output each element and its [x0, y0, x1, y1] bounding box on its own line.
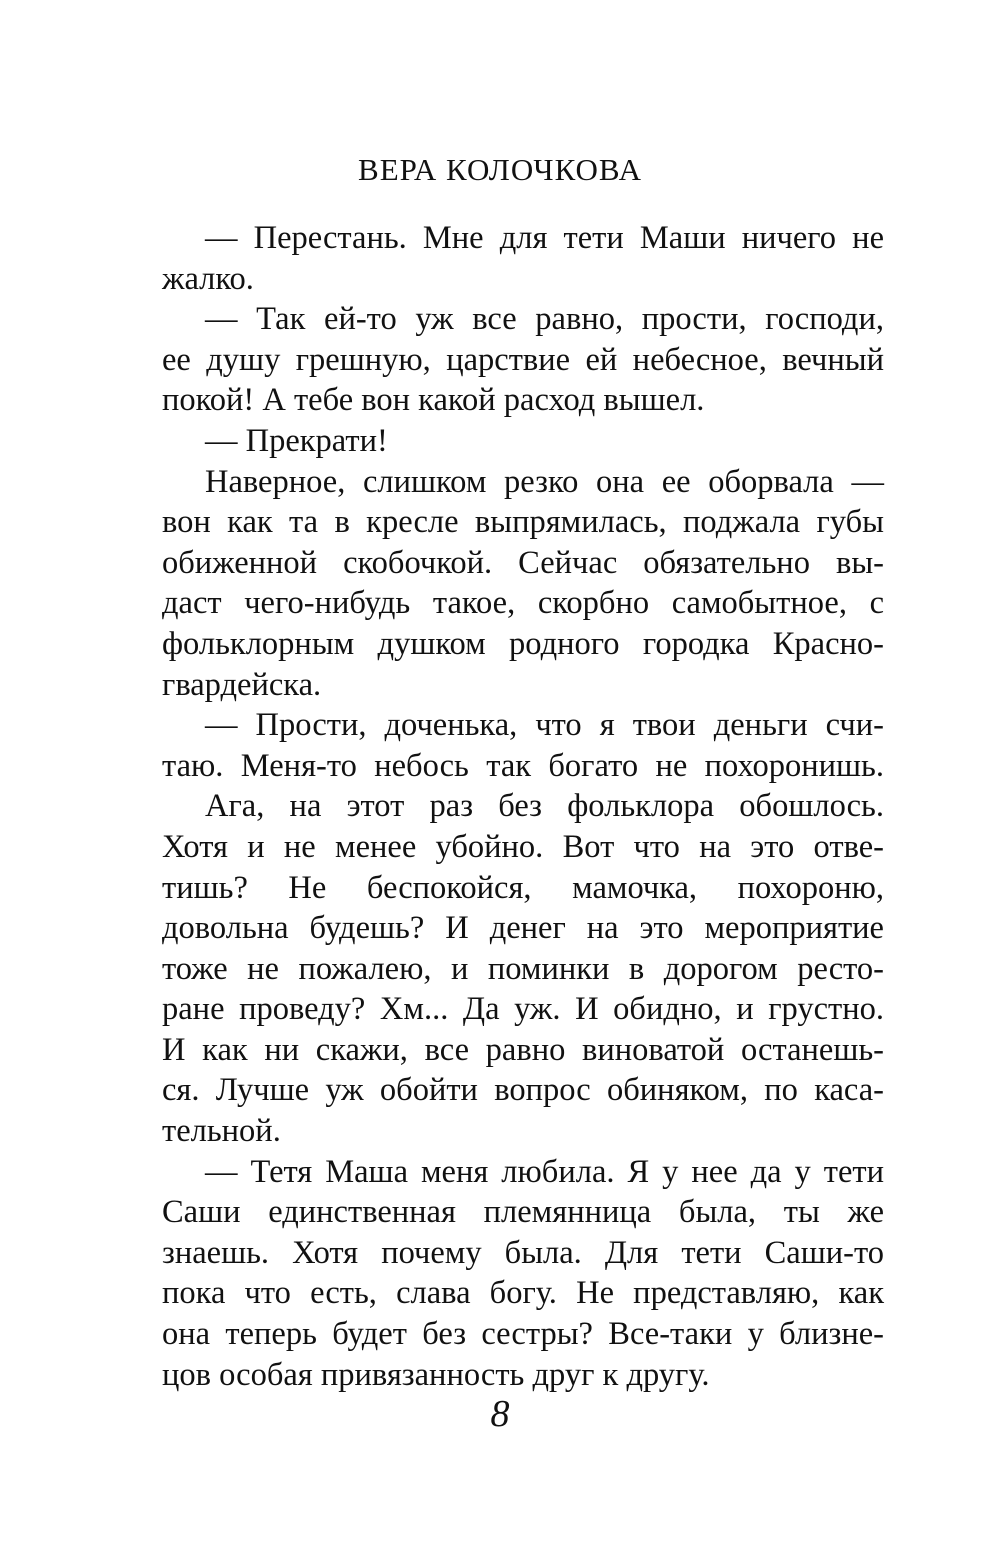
text-line: — Прекрати!	[205, 422, 388, 459]
text-line: пока что есть, слава богу. Не представляю, как	[162, 1275, 884, 1312]
text-line: ране проведу? Хм... Да уж. И обидно, и грустно.	[162, 991, 884, 1028]
text-line: тоже не пожалею, и поминки в дорогом ресто-	[162, 950, 884, 987]
text-line: даст чего-нибудь такое, скорбно самобытное, с	[162, 585, 884, 622]
body-text	[162, 218, 884, 1395]
text-line: Хотя и не менее убойно. Вот что на это отве-	[162, 828, 884, 865]
text-line: покой! А тебе вон какой расход вышел.	[162, 382, 705, 419]
text-line: Наверное, слишком резко она ее оборвала —	[205, 463, 884, 500]
text-line: — Прости, доченька, что я твои деньги счи-	[205, 707, 884, 744]
text-line: — Так ей-то уж все равно, прости, господи,	[205, 301, 884, 338]
text-line: ее душу грешную, царствие ей небесное, вечный	[162, 341, 884, 378]
text-line: Ага, на этот раз без фольклора обошлось.	[205, 788, 884, 825]
text-line: цов особая привязанность друг к другу.	[162, 1356, 710, 1393]
text-line: тельной.	[162, 1113, 281, 1150]
running-head-author: ВЕРА КОЛОЧКОВА	[358, 152, 642, 187]
text-line: фольклорным душком родного городка Красно-	[162, 625, 884, 662]
text-line: она теперь будет без сестры? Все-таки у близне-	[162, 1316, 884, 1353]
page-number: 8	[490, 1393, 510, 1435]
text-line: — Тетя Маша меня любила. Я у нее да у тети	[205, 1153, 884, 1190]
text-line: таю. Меня-то небось так богато не похоронишь.	[162, 747, 884, 784]
text-line: И как ни скажи, все равно виноватой останешь-	[162, 1031, 884, 1068]
text-line: знаешь. Хотя почему была. Для тети Саши-то	[162, 1234, 884, 1271]
text-line: обиженной скобочкой. Сейчас обязательно вы-	[162, 544, 884, 581]
text-line: гвардейска.	[162, 666, 322, 703]
text-line: довольна будешь? И денег на это мероприятие	[162, 910, 884, 947]
text-line: ся. Лучше уж обойти вопрос обиняком, по каса-	[162, 1072, 884, 1109]
text-line: вон как та в кресле выпрямилась, поджала губы	[162, 504, 884, 541]
text-line: — Перестань. Мне для тети Маши ничего не	[205, 220, 884, 256]
text-line: жалко.	[162, 260, 254, 297]
text-line: тишь? Не беспокойся, мамочка, похороню,	[162, 869, 884, 906]
text-line: Саши единственная племянница была, ты же	[162, 1194, 884, 1231]
